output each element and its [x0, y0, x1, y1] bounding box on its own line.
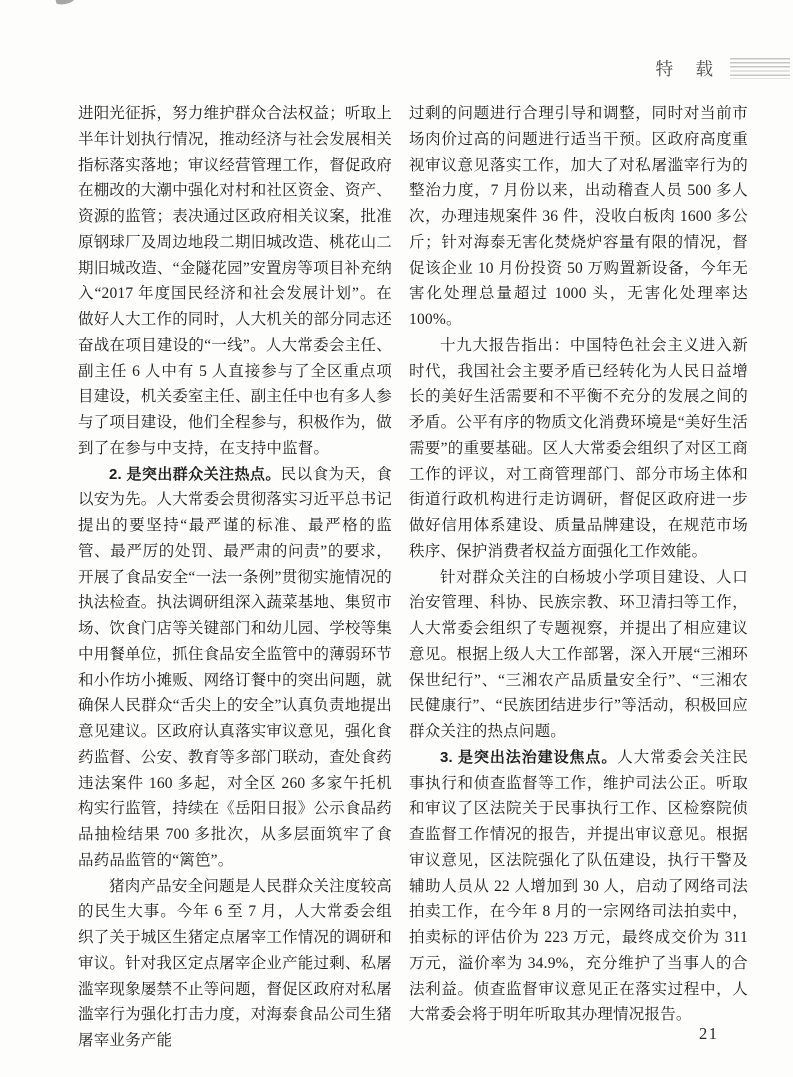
paragraph-text: 人大常委会关注民事执行和侦查监督等工作，维护司法公正。听取和审议了区法院关于民事执行工作、区检察院侦查监督工作情况的报告，并提出审议意见。根据审议意见，区法院强化了队伍建设，执行干警及辅助人员从 22 人增加到 30 人，启动了网络司法拍卖工作，在今年 8 月的一宗网络司法拍卖中，拍卖标的评估价为 223 万元，最终成交价为 311 万元，溢价率为 34.9%，充分维护了当事人的合法利益。侦查监督审议意见正在落实过程中，人大常委会将于明年听取其办理情况报告。	[409, 748, 748, 1024]
left-column	[78, 101, 392, 1054]
header-title: 特 载	[655, 59, 722, 79]
scan-artifact	[56, 0, 75, 6]
paragraph-lead: 3. 是突出法治建设焦点。	[440, 748, 618, 766]
header-decoration-lines-icon	[730, 58, 790, 79]
page-number: 21	[699, 1024, 719, 1043]
paragraph	[409, 745, 748, 1028]
paragraph: 过剩的问题进行合理引导和调整，同时对当前市场肉价过高的问题进行适当干预。区政府高度重视审议意见落实工作，加大了对私屠滥宰行为的整治力度，7 月份以来，出动稽查人员 500 多人次，办理违规案件 36 件，没收白板肉 1600 多公斤；针对海泰无害化焚烧炉容量有限的情况，督促该企业 10 月份投资 50 万购置新设备，今年无害化处理总量超过 1000 头，无害化处理率达 100%。	[409, 105, 748, 328]
paragraph: 猪肉产品安全问题是人民群众关注度较高的民生大事。今年 6 至 7 月，人大常委会组织了关于城区生猪定点屠宰工作情况的调研和审议。针对我区定点屠宰企业产能过剩、私屠滥宰现象屡禁不止等问题，督促区政府对私屠滥宰行为强化打击力度，对海泰食品公司生猪屠宰业务产能	[78, 877, 393, 1049]
paragraph: 针对群众关注的白杨坡小学项目建设、人口治安管理、科协、民族宗教、环卫清扫等工作，人大常委会组织了专题视察，并提出了相应建议意见。根据上级人大工作部署，深入开展“三湘环保世纪行”、“三湘农产品质量安全行”、“三湘农民健康行”、“民族团结进步行”等活动，积极回应群众关注的热点问题。	[409, 568, 748, 740]
right-column	[409, 101, 748, 1028]
paragraph-lead: 2. 是突出群众关注热点。	[109, 465, 281, 483]
paragraph: 进阳光征拆，努力维护群众合法权益；听取上半年计划执行情况，推动经济与社会发展相关指标落实落地；审议经营管理工作，督促政府在棚改的大潮中强化对村和社区资金、资产、资源的监管；表决通过区政府相关议案，批准原钢球厂及周边地段二期旧城改造、桃花山二期旧城改造、“金隧花园”安置房等项目补充纳入“2017 年度国民经济和社会发展计划”。在做好人大工作的同时，人大机关的部分同志还奋战在项目建设的“一线”。人大常委会主任、副主任 6 人中有 5 人直接参与了全区重点项目建设，机关委室主任、副主任中也有多人参与了项目建设，他们全程参与，积极作为，做到了在参与中支持，在支持中监督。	[78, 105, 393, 457]
paragraph	[78, 462, 392, 874]
paragraph-text: 民以食为天，食以安为先。人大常委会贯彻落实习近平总书记提出的要坚持“最严谨的标准、最严格的监管、最严厉的处罚、最严肃的问责”的要求，开展了食品安全“一法一条例”贯彻实施情况的执法检查。执法调研组深入蔬菜基地、集贸市场、饮食门店等关键部门和幼儿园、学校等集中用餐单位，抓住食品安全监管中的薄弱环节和小作坊小摊贩、网络订餐中的突出问题，就确保人民群众“舌尖上的安全”认真负责地提出意见建议。区政府认真落实审议意见，强化食药监督、公安、教育等多部门联动，查处食药违法案件 160 多起，对全区 260 多家午托机构实行监管，持续在《岳阳日报》公示食品药品抽检结果 700 多批次，从多层面筑牢了食品药品监管的“篱笆”。	[78, 465, 393, 869]
paragraph: 十九大报告指出：中国特色社会主义进入新时代，我国社会主要矛盾已经转化为人民日益增长的美好生活需要和不平衡不充分的发展之间的矛盾。公平有序的物质文化消费环境是“美好生活需要”的重要基础。区人大常委会组织了对区工商工作的评议，对工商管理部门、部分市场主体和街道行政机构进行走访调研，督促区政府进一步做好信用体系建设、质量品牌建设，在规范市场秩序、保护消费者权益方面强化工作效能。	[409, 336, 748, 560]
page-header	[656, 56, 790, 81]
